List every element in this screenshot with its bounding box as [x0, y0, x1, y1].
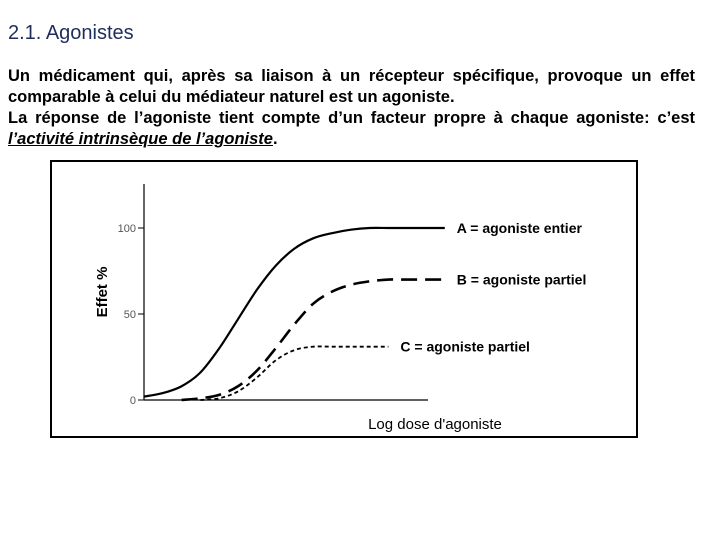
paragraph-prefix: La réponse de l’agoniste tient compte d’un facteur propre à chaque agoniste: c’est	[8, 109, 695, 127]
intrinsic-activity-term: l’activité intrinsèque de l’agoniste	[8, 130, 273, 148]
dose-response-chart-frame	[50, 160, 638, 438]
dose-response-chart	[52, 162, 636, 436]
series-label-b: B = agoniste partiel	[456, 271, 587, 288]
y-axis-label: Effet %	[94, 266, 111, 318]
series-label-c: C = agoniste partiel	[400, 338, 530, 355]
y-tick-label: 100	[117, 223, 136, 235]
intrinsic-activity-paragraph	[8, 108, 695, 150]
series-label-a: A = agoniste entier	[456, 220, 582, 236]
series-line-a	[144, 228, 445, 397]
series-line-c	[200, 346, 388, 400]
slide-title: 2.1. Agonistes	[8, 22, 134, 44]
definition-paragraph: Un médicament qui, après sa liaison à un récepteur spécifique, provoque un effet comparable à celui du médiateur naturel est un agoniste.	[8, 67, 695, 106]
y-tick-label: 0	[129, 395, 136, 407]
x-axis-label: Log dose d'agoniste	[368, 416, 502, 433]
y-tick-label: 50	[123, 309, 136, 321]
paragraph-suffix: .	[272, 130, 278, 148]
